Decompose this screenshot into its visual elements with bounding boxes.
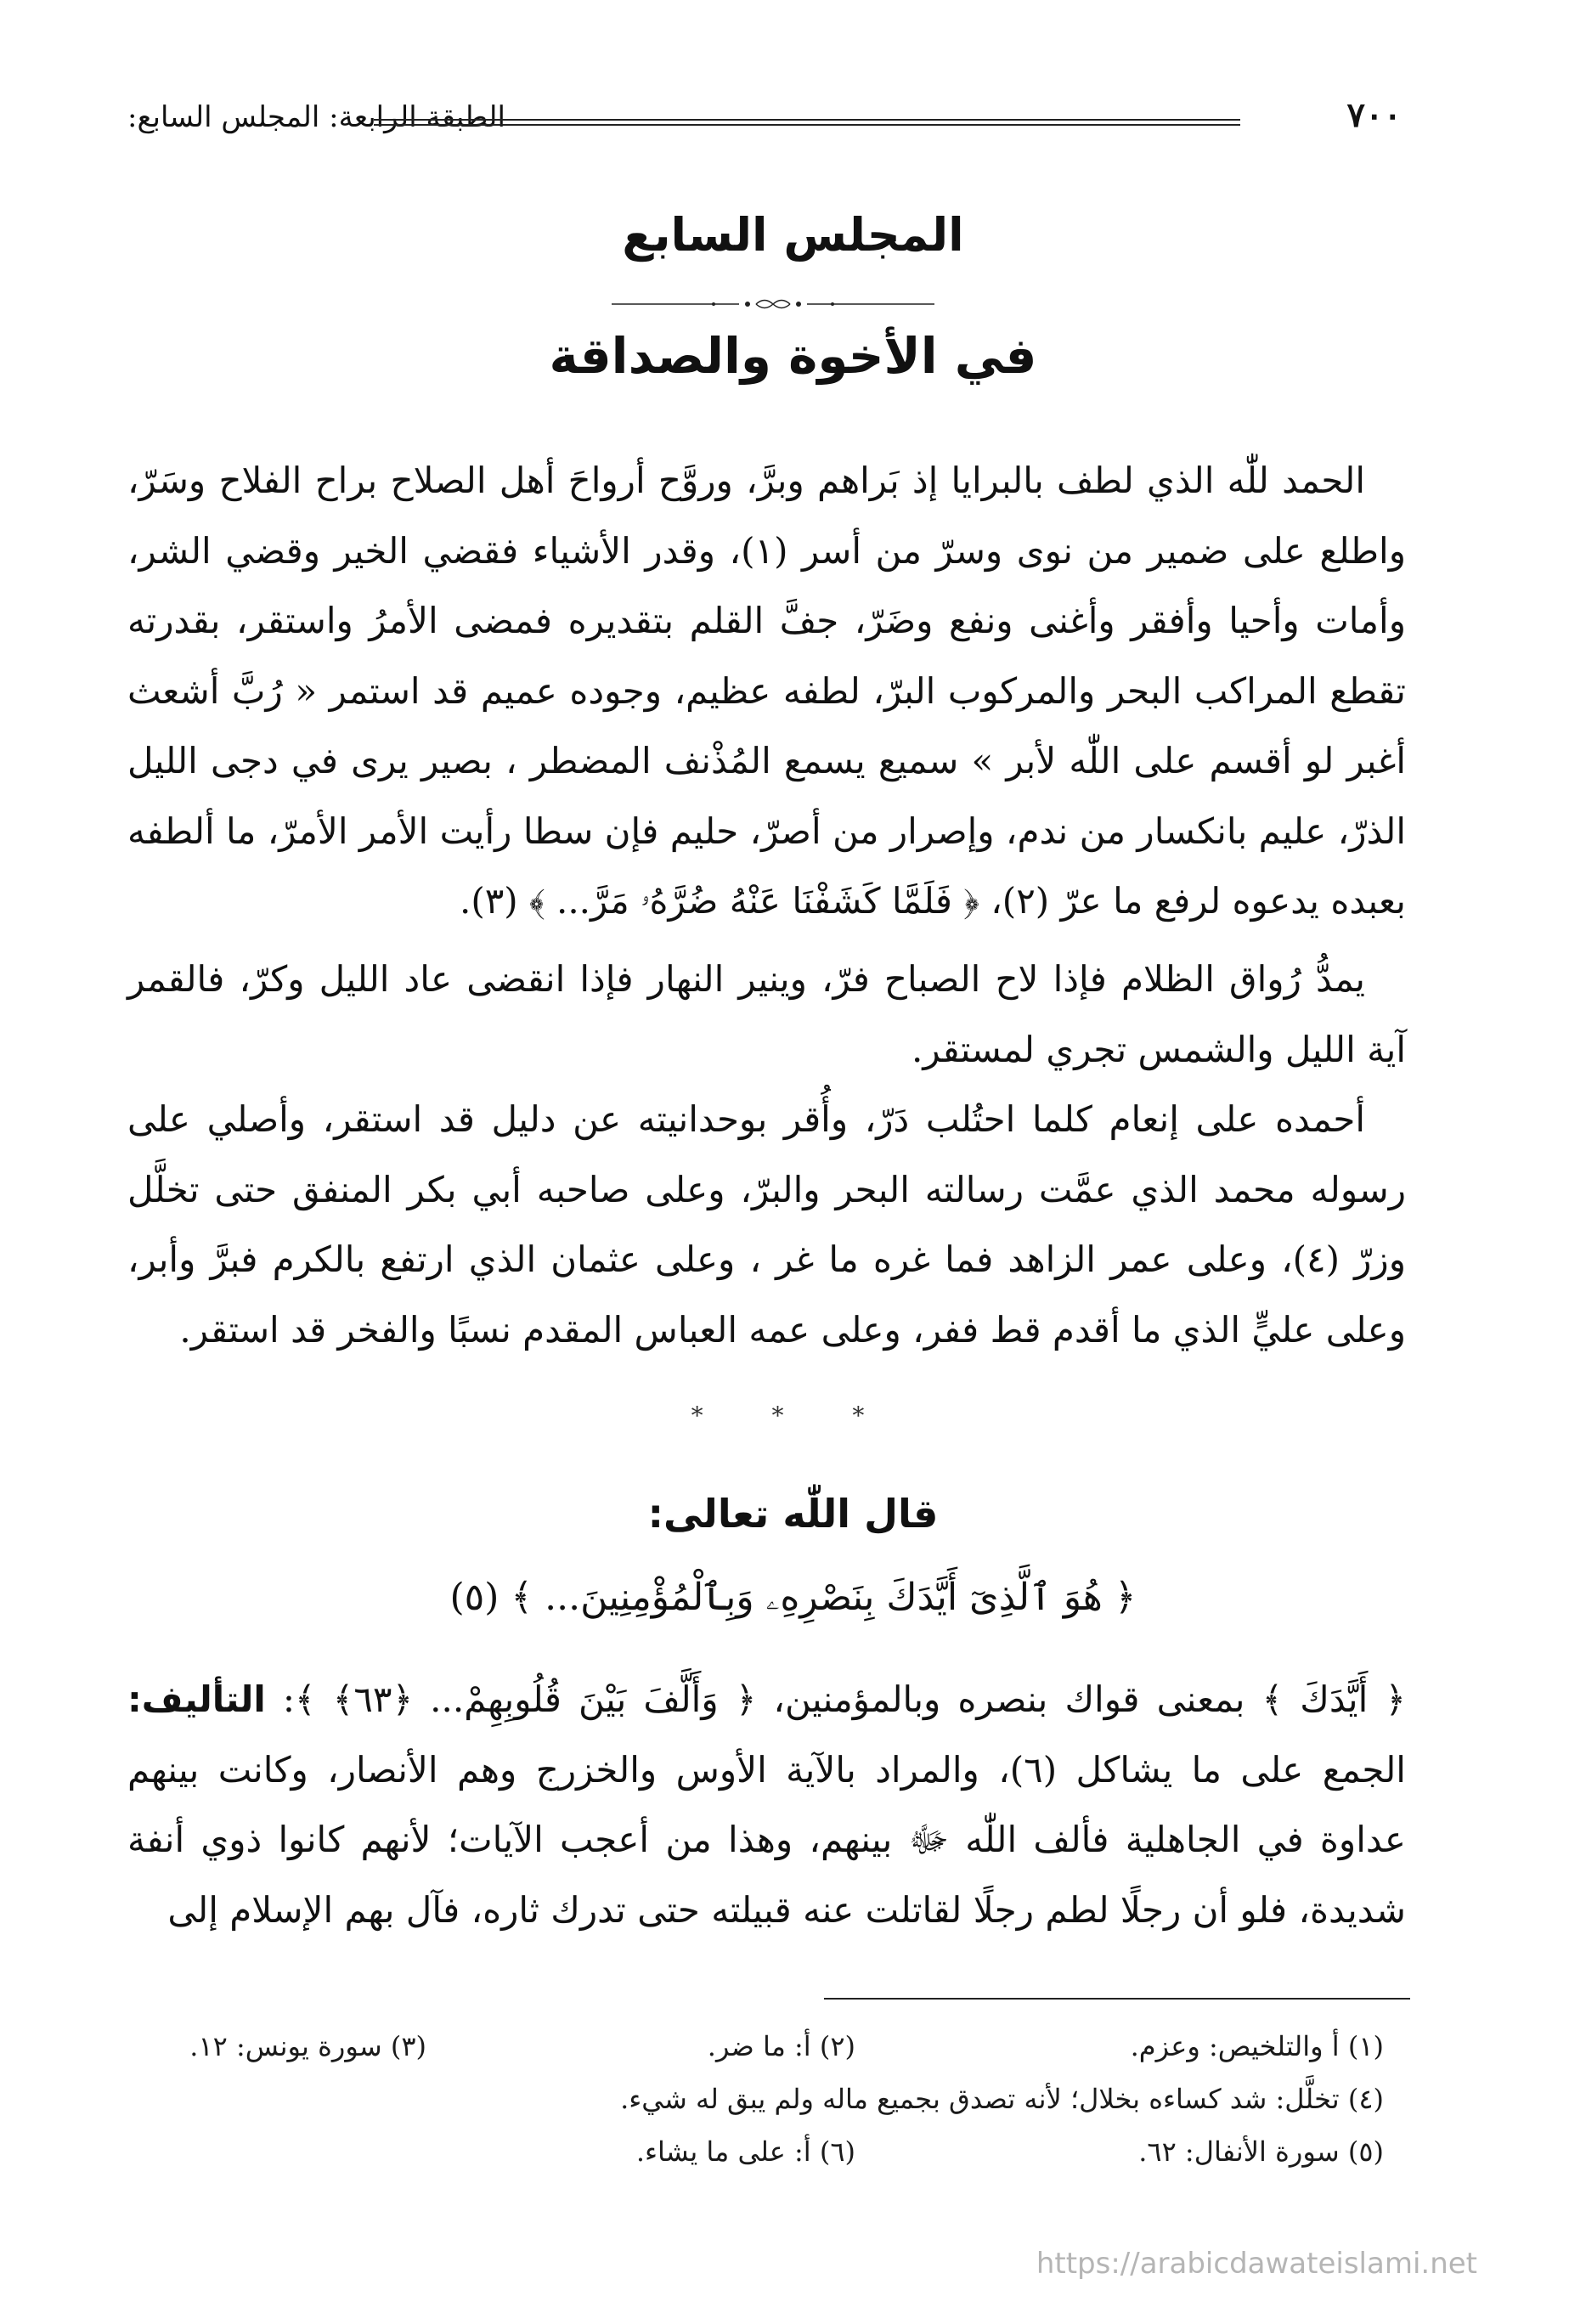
- watermark-url: https://arabicdawateislami.net: [1036, 2247, 1477, 2281]
- footnote-2: (٢) أ: ما ضر.: [707, 2030, 855, 2062]
- running-title: الطبقة الرابعة: المجلس السابع:: [127, 100, 505, 134]
- footnote-1: (١) أ والتلخيص: وعزم.: [1130, 2030, 1384, 2062]
- title-ornament: [612, 296, 934, 313]
- paragraph-2: [127, 945, 1406, 1085]
- footnote-rule: [824, 1998, 1410, 2000]
- paragraph-1: [127, 446, 1406, 937]
- paragraph-1-text: الحمد للّٰه الذي لطف بالبرايا إذ بَراهم وبرَّ، وروَّح أرواحَ أهل الصلاح براح الفلاح وسَرّ، واطلع على ضمير من نوى وسرّ من أسر (١)، وقدر الأشياء فقضي الخير وقضي الشر، وأمات وأحيا وأفقر وأغنى ونفع وضَرّ، جفَّ القلم بتقديره فمضى الأمرُ واستقر، بقدرته تقطع المراكب البحر والمركوب البرّ، لطفه عظيم، وجوده عميم قد استمر « رُبَّ أشعث أغبر لو أقسم على اللّٰه لأبر » سميع يسمع المُذْنف المضطر ، بصير يرى في دجى الليل الذرّ، عليم بانكسار من ندم، وإصرار من أصرّ، حليم فإن سطا رأيت الأمر الأمرّ، ما ألطفه بعبده يدعوه لرفع ما عرّ (٢)، ﴿ فَلَمَّا كَشَفْنَا عَنْهُ ضُرَّهُۥ مَرَّ... ﴾ (٣).: [127, 460, 1406, 922]
- footnote-4: (٤) تخلَّل: شد كساءه بخلال؛ لأنه تصدق بجميع ماله ولم يبق له شيء.: [620, 2083, 1384, 2115]
- verse-heading: قال اللّٰه تعالى:: [647, 1491, 939, 1537]
- header-rule: [374, 119, 1240, 126]
- commentary-paragraph: [127, 1665, 1406, 1945]
- quran-verse: ﴿ هُوَ ٱلَّذِىٓ أَيَّدَكَ بِنَصْرِهِۦ وَبِٱلْمُؤْمِنِينَ... ﴾ (٥): [449, 1576, 1137, 1619]
- commentary-text: الجمع على ما يشاكل (٦)، والمراد بالآية الأوس والخزرج وهم الأنصار، وكانت بينهم عداوة في الجاهلية فألف اللّٰه ﷻ بينهم، وهذا من أعجب الآيات؛ لأنهم كانوا ذوي أنفة شديدة، فلو أن رجلًا لطم رجلًا لقاتلت عنه قبيلته حتى تدرك ثاره، فآل بهم الإسلام إلى: [127, 1748, 1406, 1931]
- page-number: ٧٠٠: [1346, 95, 1402, 135]
- section-separator: * * *: [691, 1402, 895, 1430]
- chapter-subtitle: في الأخوة والصداقة: [549, 327, 1037, 385]
- footnote-3: (٣) سورة يونس: ١٢.: [189, 2030, 426, 2062]
- commentary-lead: ﴿ أَيَّدَكَ ﴾ بمعنى قواك بنصره وبالمؤمنين، ﴿ وَأَلَّفَ بَيْنَ قُلُوبِهِمْ... ﴿٦٣﴾ ﴾:: [282, 1678, 1406, 1720]
- commentary-label: التأليف:: [127, 1678, 266, 1720]
- footnote-6: (٦) أ: على ما يشاء.: [635, 2135, 855, 2168]
- paragraph-2-text: يمدُّ رُواق الظلام فإذا لاح الصباح فرّ، وينير النهار فإذا انقضى عاد الليل وكرّ، فالقمر آية الليل والشمس تجري لمستقر.: [127, 958, 1406, 1070]
- chapter-title: المجلس السابع: [622, 208, 964, 262]
- footnote-5: (٥) سورة الأنفال: ٦٢.: [1138, 2135, 1384, 2168]
- page-header: [127, 95, 1402, 146]
- paragraph-3-text: أحمده على إنعام كلما احتُلب دَرّ، وأُقر بوحدانيته عن دليل قد استقر، وأصلي على رسوله محمد الذي عمَّت رسالته البحر والبرّ، وعلى صاحبه أبي بكر المنفق حتى تخلَّل وزرّ (٤)، وعلى عمر الزاهد فما غره ما غر ، وعلى عثمان الذي ارتفع بالكرم فبرَّ وأبر، وعلى عليٍّ الذي ما أقدم قط ففر، وعلى عمه العباس المقدم نسبًا والفخر قد استقر.: [127, 1098, 1406, 1351]
- paragraph-3: [127, 1085, 1406, 1365]
